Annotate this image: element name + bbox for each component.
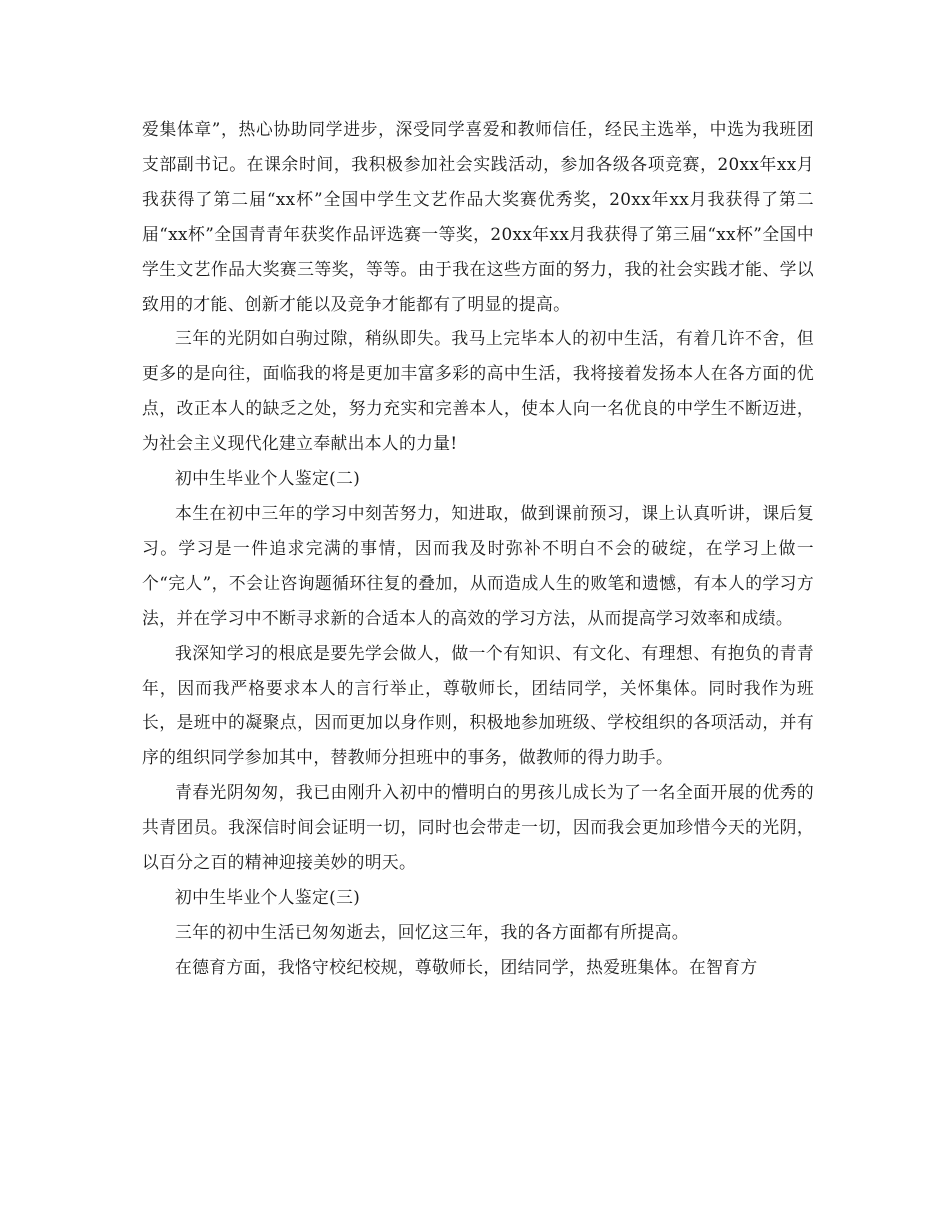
paragraph-summary: 三年的光阴如白驹过隙，稍纵即失。我马上完毕本人的初中生活，有着几许不舍，但更多的是向往，面临我的将是更加丰富多彩的高中生活，我将接着发扬本人在各方面的优点，改正本人的缺乏之处，努力充实和完善本人，使本人向一名优良的中学生不断迈进，为社会主义现代化建立奉献出本人的力量! bbox=[142, 328, 814, 454]
paragraph-study: 本生在初中三年的学习中刻苦努力，知进取，做到课前预习，课上认真听讲，课后复习。学习是一件追求完满的事情，因而我及时弥补不明白不会的破绽，在学习上做一个“完人”，不会让咨询题循环往复的叠加，从而造成人生的败笔和遗憾，有本人的学习方法，并在学习中不断寻求新的合适本人的高效的学习方法，从而提高学习效率和成绩。 bbox=[142, 502, 814, 628]
section-heading-2: 初中生毕业个人鉴定(二) bbox=[175, 468, 361, 489]
paragraph-continuation: 爱集体章”，热心协助同学进步，深受同学喜爱和教师信任，经民主选举，中选为我班团支部副书记。在课余时间，我积极参加社会实践活动，参加各级各项竞赛，20xx年xx月我获得了第二届“xx杯”全国中学生文艺作品大奖赛优秀奖，20xx年xx月我获得了第二届“xx杯”全国青青年获奖作品评选赛一等奖，20xx年xx月我获得了第三届“xx杯”全国中学生文艺作品大奖赛三等奖，等等。由于我在这些方面的努力，我的社会实践才能、学以致用的才能、创新才能以及竞争才能都有了明显的提高。 bbox=[142, 119, 814, 314]
paragraph-moral: 在德育方面，我恪守校纪校规，尊敬师长，团结同学，热爱班集体。在智育方 bbox=[175, 956, 758, 977]
paragraph-growth: 青春光阴匆匆，我已由刚升入初中的懵明白的男孩儿成长为了一名全面开展的优秀的共青团员。我深信时间会证明一切，同时也会带走一切，因而我会更加珍惜今天的光阴，以百分之百的精神迎接美妙的明天。 bbox=[142, 782, 814, 873]
document-page bbox=[142, 112, 814, 985]
paragraph-intro-3: 三年的初中生活已匆匆逝去，回忆这三年，我的各方面都有所提高。 bbox=[175, 921, 689, 942]
section-heading-3: 初中生毕业个人鉴定(三) bbox=[175, 886, 361, 907]
paragraph-conduct: 我深知学习的根底是要先学会做人，做一个有知识、有文化、有理想、有抱负的青青年，因而我严格要求本人的言行举止，尊敬师长，团结同学，关怀集体。同时我作为班长，是班中的凝聚点，因而更加以身作则，积极地参加班级、学校组织的各项活动，并有序的组织同学参加其中，替教师分担班中的事务，做教师的得力助手。 bbox=[142, 642, 814, 768]
